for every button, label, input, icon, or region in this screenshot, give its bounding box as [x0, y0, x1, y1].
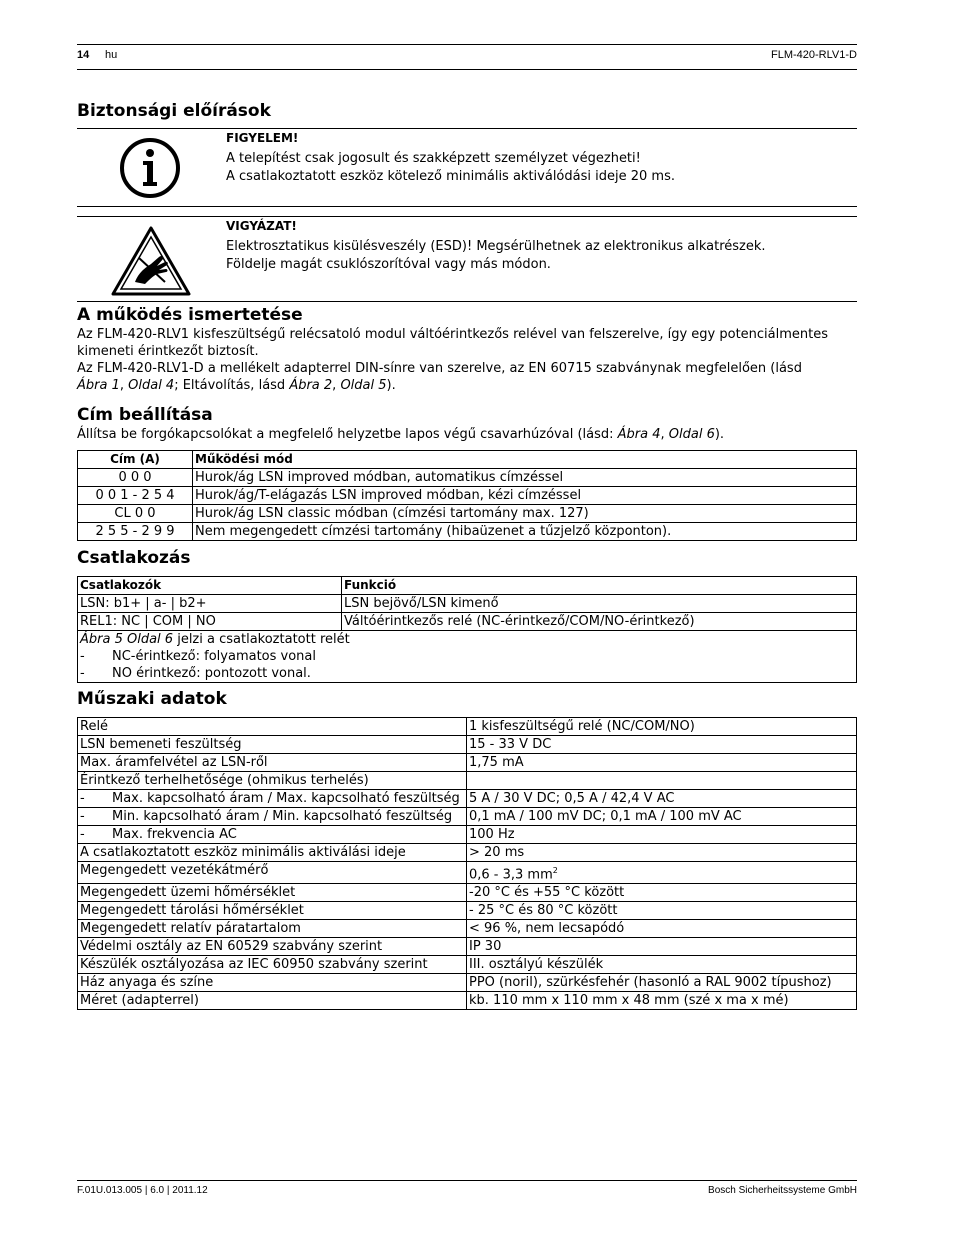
figure-ref: Ábra 4: [617, 427, 661, 442]
table-cell: Hurok/ág/T-elágazás LSN improved módban, kézi címzéssel: [193, 487, 857, 505]
description-line: kimeneti érintkezőt biztosít.: [77, 344, 259, 359]
connection-heading: Csatlakozás: [77, 548, 191, 568]
figure-ref: Ábra 2: [289, 378, 333, 393]
spec-label: Méret (adapterrel): [78, 992, 467, 1010]
table-cell: 2 5 5 - 2 9 9: [78, 523, 193, 541]
column-header: Csatlakozók: [78, 577, 342, 595]
table-row: [78, 808, 857, 826]
table-cell: LSN bejövő/LSN kimenő: [342, 595, 857, 613]
connection-note-cell: Ábra 5 Oldal 6 jelzi a csatlakoztatott relét - NC-érintkező: folyamatos vonal - NO érintkező: pontozott vonal.: [78, 631, 857, 683]
table-header-row: [78, 451, 857, 469]
column-header: Működési mód: [193, 451, 857, 469]
table-cell: LSN: b1+ | a- | b2+: [78, 595, 342, 613]
safety-rule-bottom: [77, 301, 857, 302]
spec-value: < 96 %, nem lecsapódó: [467, 920, 857, 938]
column-header: Cím (A): [78, 451, 193, 469]
spec-label: Relé: [78, 718, 467, 736]
spec-value: 100 Hz: [467, 826, 857, 844]
spec-label: Megengedett üzemi hőmérséklet: [78, 884, 467, 902]
table-cell: 0 0 0: [78, 469, 193, 487]
description-heading: A működés ismertetése: [77, 305, 303, 325]
table-cell: 0 0 1 - 2 5 4: [78, 487, 193, 505]
table-cell: Nem megengedett címzési tartomány (hibaüzenet a tűzjelző központon).: [193, 523, 857, 541]
table-row: [78, 754, 857, 772]
spec-label: LSN bemeneti feszültség: [78, 736, 467, 754]
page-ref: Oldal 5: [340, 378, 387, 393]
notice-text: A telepítést csak jogosult és szakképzett személyzet végezheti!: [226, 151, 641, 166]
page-ref: Oldal 4: [128, 378, 175, 393]
safety-rule-mid2: [77, 216, 857, 217]
table-row: [78, 718, 857, 736]
column-header: Funkció: [342, 577, 857, 595]
spec-value: PPO (noril), szürkésfehér (hasonló a RAL 9002 típushoz): [467, 974, 857, 992]
table-row: [78, 974, 857, 992]
safety-heading: Biztonsági előírások: [77, 101, 271, 121]
spec-value: 1,75 mA: [467, 754, 857, 772]
address-intro: Állítsa be forgókapcsolókat a megfelelő helyzetbe lapos végű csavarhúzóval (lásd: Ábra 4, Oldal 6).: [77, 427, 725, 442]
company-name: Bosch Sicherheitssysteme GmbH: [708, 1185, 857, 1196]
table-cell: CL 0 0: [78, 505, 193, 523]
spec-label: Készülék osztályozása az IEC 60950 szabvány szerint: [78, 956, 467, 974]
spec-value: 5 A / 30 V DC; 0,5 A / 42,4 V AC: [467, 790, 857, 808]
table-row: [78, 790, 857, 808]
spec-value: [467, 772, 857, 790]
notice-title: FIGYELEM!: [226, 131, 299, 145]
document-reference: F.01U.013.005 | 6.0 | 2011.12: [77, 1185, 208, 1196]
address-table: [77, 450, 857, 541]
spec-label: A csatlakoztatott eszköz minimális aktiválási ideje: [78, 844, 467, 862]
table-row: [78, 938, 857, 956]
connection-table: [77, 576, 857, 683]
header-top-rule: [77, 44, 857, 45]
specs-heading: Műszaki adatok: [77, 689, 227, 709]
spec-value: III. osztályú készülék: [467, 956, 857, 974]
safety-rule-mid1: [77, 206, 857, 207]
language-code: hu: [105, 49, 118, 61]
spec-value: IP 30: [467, 938, 857, 956]
notice-text: Elektrosztatikus kisülésveszély (ESD)! Megsérülhetnek az elektronikus alkatrészek.: [226, 239, 766, 254]
esd-warning-icon: [109, 224, 193, 298]
table-cell: Hurok/ág LSN improved módban, automatikus címzéssel: [193, 469, 857, 487]
product-code: FLM-420-RLV1-D: [771, 49, 857, 61]
spec-value: 1 kisfeszültségű relé (NC/COM/NO): [467, 718, 857, 736]
table-row: [78, 523, 857, 541]
spec-value: - 25 °C és 80 °C között: [467, 902, 857, 920]
table-header-row: [78, 577, 857, 595]
table-row: [78, 772, 857, 790]
spec-label: Megengedett relatív páratartalom: [78, 920, 467, 938]
figure-ref: Ábra 5 Oldal 6: [80, 632, 174, 647]
table-cell: Váltóérintkezős relé (NC-érintkező/COM/NO-érintkező): [342, 613, 857, 631]
notice-text: A csatlakoztatott eszköz kötelező minimális aktiválódási ideje 20 ms.: [226, 169, 675, 184]
table-row: [78, 844, 857, 862]
info-icon: [119, 137, 181, 199]
spec-label: Megengedett tárolási hőmérséklet: [78, 902, 467, 920]
spec-label: Ház anyaga és színe: [78, 974, 467, 992]
table-row: [78, 613, 857, 631]
table-row: [78, 595, 857, 613]
table-row: [78, 469, 857, 487]
table-row: [78, 826, 857, 844]
table-row: [78, 902, 857, 920]
safety-rule-top: [77, 128, 857, 129]
table-row: [78, 992, 857, 1010]
table-row: [78, 736, 857, 754]
spec-value: 15 - 33 V DC: [467, 736, 857, 754]
list-item: - NO érintkező: pontozott vonal.: [80, 666, 311, 681]
spec-value: > 20 ms: [467, 844, 857, 862]
table-cell: REL1: NC | COM | NO: [78, 613, 342, 631]
notice-title: VIGYÁZAT!: [226, 219, 297, 233]
spec-value: kb. 110 mm x 110 mm x 48 mm (szé x ma x mé): [467, 992, 857, 1010]
page-number: 14: [77, 49, 90, 61]
spec-label: Védelmi osztály az EN 60529 szabvány szerint: [78, 938, 467, 956]
spec-label: Érintkező terhelhetősége (ohmikus terhelés): [78, 772, 467, 790]
figure-ref: Ábra 1: [77, 378, 120, 393]
description-paragraph: [77, 326, 857, 394]
description-line: Az FLM-420-RLV1-D a mellékelt adapterrel DIN-sínre van szerelve, az EN 60715 szabványnak megfelelően (lásd: [77, 361, 802, 376]
table-row: [78, 884, 857, 902]
list-item: - NC-érintkező: folyamatos vonal: [80, 649, 316, 664]
spec-label: - Max. kapcsolható áram / Max. kapcsolható feszültség: [78, 790, 467, 808]
table-row: [78, 631, 857, 683]
description-line: Az FLM-420-RLV1 kisfeszültségű relécsatoló modul váltóérintkezős relével van felszerelve, így egy potenciálmentes: [77, 327, 829, 342]
table-cell: Hurok/ág LSN classic módban (címzési tartomány max. 127): [193, 505, 857, 523]
table-row: [78, 956, 857, 974]
header-bottom-rule: [77, 69, 857, 70]
spec-value: -20 °C és +55 °C között: [467, 884, 857, 902]
spec-value: 0,1 mA / 100 mV DC; 0,1 mA / 100 mV AC: [467, 808, 857, 826]
table-row: [78, 920, 857, 938]
page-ref: Oldal 6: [668, 427, 715, 442]
table-row: [78, 862, 857, 884]
description-line: Ábra 1, Oldal 4; Eltávolítás, lásd Ábra 2, Oldal 5).: [77, 378, 396, 393]
spec-label: Max. áramfelvétel az LSN-ről: [78, 754, 467, 772]
table-row: [78, 487, 857, 505]
table-row: [78, 505, 857, 523]
spec-label: Megengedett vezetékátmérő: [78, 862, 467, 884]
address-heading: Cím beállítása: [77, 405, 213, 425]
spec-label: - Min. kapcsolható áram / Min. kapcsolható feszültség: [78, 808, 467, 826]
spec-label: - Max. frekvencia AC: [78, 826, 467, 844]
footer-rule: [77, 1180, 857, 1181]
specs-table: [77, 717, 857, 1010]
notice-text: Földelje magát csuklószorítóval vagy más módon.: [226, 257, 551, 272]
spec-value: 0,6 - 3,3 $mm^2$: [467, 862, 857, 884]
